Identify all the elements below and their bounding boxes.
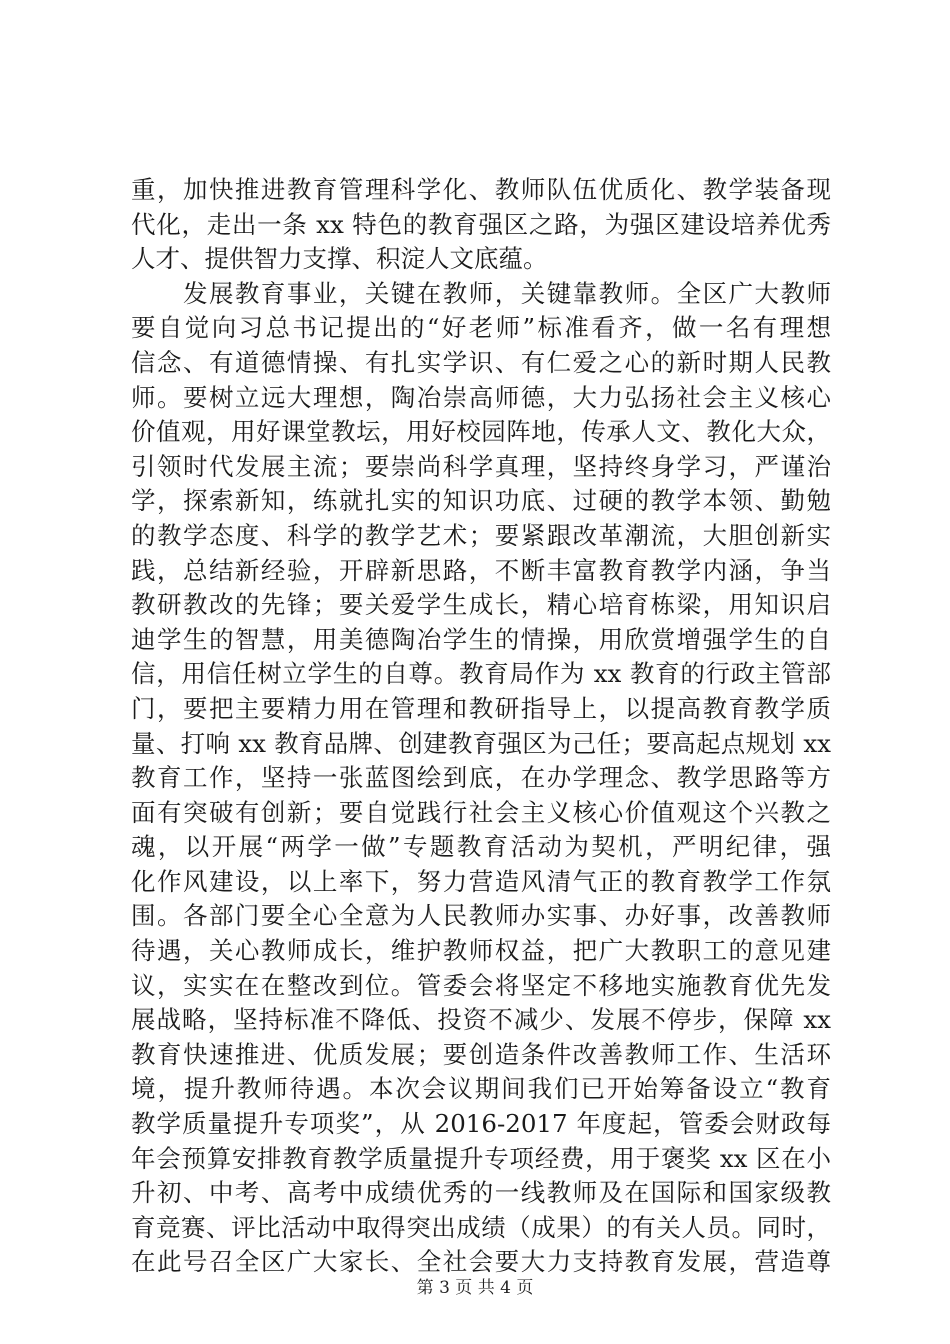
text-line: 发展教育事业，关键在教师，关键靠教师。全区广大教师 (131, 278, 831, 308)
text-line: 围。各部门要全心全意为人民教师办实事、办好事，改善教师 (131, 901, 831, 931)
page-footer: 第 3 页 共 4 页 (416, 1278, 534, 1298)
text-line: 展战略，坚持标准不降低、投资不减少、发展不停步，保障 xx (131, 1005, 831, 1035)
text-line: 教学质量提升专项奖”，从 2016-2017 年度起，管委会财政每 (131, 1109, 831, 1139)
text-line: 迪学生的智慧，用美德陶冶学生的情操，用欣赏增强学生的自 (131, 624, 831, 654)
text-line: 育竞赛、评比活动中取得突出成绩（成果）的有关人员。同时， (131, 1212, 831, 1242)
text-line: 重，加快推进教育管理科学化、教师队伍优质化、教学装备现 (131, 175, 831, 204)
text-line: 教育快速推进、优质发展；要创造条件改善教师工作、生活环 (131, 1039, 831, 1069)
text-line: 教育工作，坚持一张蓝图绘到底，在办学理念、教学思路等方 (131, 763, 831, 793)
text-line: 人才、提供智力支撑、积淀人文底蕴。 (131, 244, 548, 274)
text-line: 要自觉向习总书记提出的“好老师”标准看齐，做一名有理想 (131, 313, 831, 343)
text-line: 化作风建设，以上率下，努力营造风清气正的教育教学工作氛 (131, 866, 831, 896)
text-line: 升初、中考、高考中成绩优秀的一线教师及在国际和国家级教 (131, 1178, 831, 1208)
text-line: 信，用信任树立学生的自尊。教育局作为 xx 教育的行政主管部 (131, 659, 831, 689)
text-line: 量、打响 xx 教育品牌、创建教育强区为己任；要高起点规划 xx (131, 728, 831, 758)
text-line: 在此号召全区广大家长、全社会要大力支持教育发展，营造尊 (131, 1247, 831, 1277)
text-line: 信念、有道德情操、有扎实学识、有仁爱之心的新时期人民教 (131, 347, 831, 377)
text-line: 的教学态度、科学的教学艺术；要紧跟改革潮流，大胆创新实 (131, 520, 831, 550)
text-line: 教研教改的先锋；要关爱学生成长，精心培育栋梁，用知识启 (131, 590, 831, 620)
text-line: 境，提升教师待遇。本次会议期间我们已开始筹备设立“教育 (131, 1074, 831, 1104)
text-line: 践，总结新经验，开辟新思路，不断丰富教育教学内涵，争当 (131, 555, 831, 585)
text-line: 魂，以开展“两学一做”专题教育活动为契机，严明纪律，强 (131, 832, 831, 862)
text-line: 师。要树立远大理想，陶冶崇高师德，大力弘扬社会主义核心 (131, 382, 831, 412)
text-line: 门，要把主要精力用在管理和教研指导上，以提高教育教学质 (131, 693, 831, 723)
text-line: 代化，走出一条 xx 特色的教育强区之路，为强区建设培养优秀 (131, 209, 831, 239)
text-line: 价值观，用好课堂教坛，用好校园阵地，传承人文、教化大众， (131, 417, 831, 447)
body-text (131, 173, 831, 1280)
text-line: 议，实实在在整改到位。管委会将坚定不移地实施教育优先发 (131, 970, 831, 1000)
text-line: 面有突破有创新；要自觉践行社会主义核心价值观这个兴教之 (131, 797, 831, 827)
text-line: 引领时代发展主流；要崇尚科学真理，坚持终身学习，严谨治 (131, 451, 831, 481)
text-line: 年会预算安排教育教学质量提升专项经费，用于褒奖 xx 区在小 (131, 1143, 831, 1173)
text-line: 待遇，关心教师成长，维护教师权益，把广大教职工的意见建 (131, 936, 831, 966)
text-line: 学，探索新知，练就扎实的知识功底、过硬的教学本领、勤勉 (131, 486, 831, 516)
